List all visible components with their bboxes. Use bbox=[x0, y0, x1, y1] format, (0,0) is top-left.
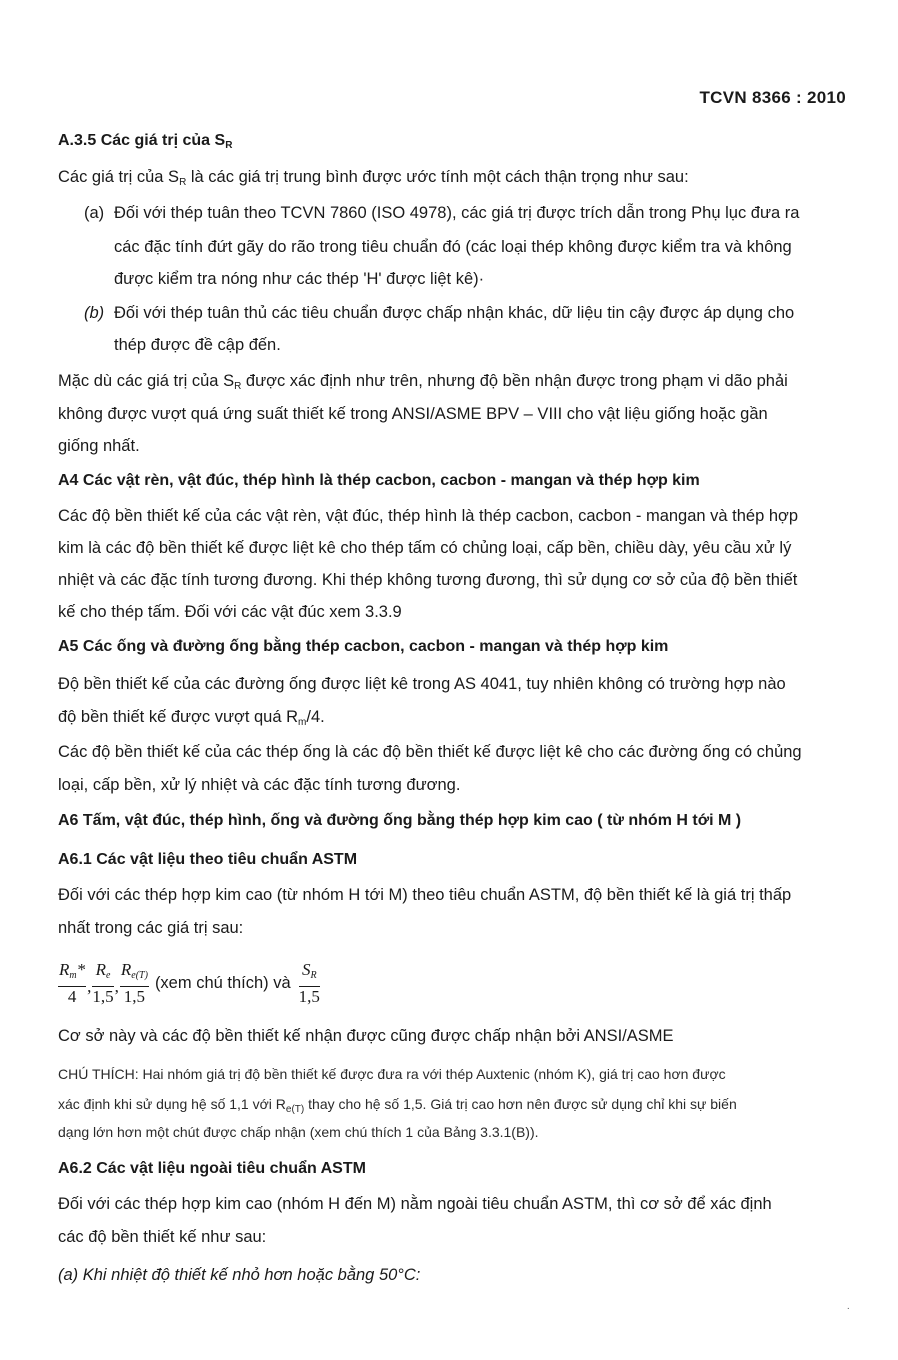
fraction-sr-15 bbox=[299, 960, 320, 1007]
paragraph-8-line2: các độ bền thiết kế như sau: bbox=[58, 1228, 267, 1246]
subscript: m bbox=[298, 717, 307, 728]
text: là các giá trị trung bình được ước tính một cách thận trọng như sau: bbox=[186, 168, 689, 186]
numerator bbox=[58, 960, 86, 987]
paragraph-2-line2: không được vượt quá ứng suất thiết kế trong ANSI/ASME BPV – VIII cho vật liệu giống hoặc gần bbox=[58, 405, 768, 423]
text: độ bền thiết kế được vượt quá R bbox=[58, 708, 299, 726]
note-line3: dạng lớn hơn một chút được chấp nhận (xem chú thích 1 của Bảng 3.3.1(B)). bbox=[58, 1124, 539, 1140]
text: Đối với thép tuân theo TCVN 7860 (ISO 4978), các giá trị được trích dẫn trong Phụ lục đưa ra bbox=[114, 204, 800, 222]
paragraph-1 bbox=[58, 168, 689, 188]
subscript: m bbox=[69, 970, 77, 981]
subscript: R bbox=[179, 177, 187, 188]
heading-a62: A6.2 Các vật liệu ngoài tiêu chuẩn ASTM bbox=[58, 1160, 366, 1177]
heading-a6: A6 Tấm, vật đúc, thép hình, ống và đường ống bằng thép hợp kim cao ( từ nhóm H tới M ) bbox=[58, 812, 742, 829]
subscript: e(T) bbox=[285, 1104, 305, 1115]
paragraph-6-line2: nhất trong các giá trị sau: bbox=[58, 919, 244, 937]
fraction-rm-4 bbox=[58, 960, 86, 1007]
asterisk: * bbox=[76, 960, 86, 979]
list-item-a-temperature: (a) Khi nhiệt độ thiết kế nhỏ hơn hoặc bằng 50°C: bbox=[58, 1266, 421, 1284]
heading-text: A.3.5 Các giá trị của S bbox=[58, 132, 226, 149]
heading-a5: A5 Các ống và đường ống bằng thép cacbon, cacbon - mangan và thép hợp kim bbox=[58, 638, 669, 655]
numerator bbox=[92, 960, 113, 987]
text: Mặc dù các giá trị của S bbox=[58, 372, 235, 390]
note-line1: CHÚ THÍCH: Hai nhóm giá trị độ bền thiết kế được đưa ra với thép Auxtenic (nhóm K), giá trị cao hơn được bbox=[58, 1066, 726, 1082]
stray-mark: · bbox=[846, 1303, 850, 1314]
fraction-ret-15 bbox=[120, 960, 149, 1007]
comma: , bbox=[114, 977, 119, 996]
list-item-a-line3: được kiểm tra nóng như các thép 'H' được liệt kê)· bbox=[114, 270, 485, 288]
paragraph-7: Cơ sở này và các độ bền thiết kế nhận được cũng được chấp nhận bởi ANSI/ASME bbox=[58, 1027, 674, 1045]
heading-a35 bbox=[58, 132, 232, 151]
paragraph-4-line1: Độ bền thiết kế của các đường ống được liệt kê trong AS 4041, tuy nhiên không có trường hợp nào bbox=[58, 675, 786, 693]
subscript: R bbox=[310, 970, 317, 981]
paragraph-2-line3: giống nhất. bbox=[58, 437, 140, 455]
list-item-a-line2: các đặc tính đứt gãy do rão trong tiêu chuẩn đó (các loại thép không được kiểm tra và không bbox=[114, 238, 792, 256]
subscript: R bbox=[225, 140, 233, 151]
paragraph-8-line1: Đối với các thép hợp kim cao (nhóm H đến M) nằm ngoài tiêu chuẩn ASTM, thì cơ sở để xác định bbox=[58, 1195, 772, 1213]
list-item-a-line1 bbox=[84, 204, 799, 223]
text: Các giá trị của S bbox=[58, 168, 180, 186]
subscript: R bbox=[234, 381, 242, 392]
paragraph-5-line1: Các độ bền thiết kế của các thép ống là các độ bền thiết kế được liệt kê cho các đường ống có chủng bbox=[58, 743, 802, 761]
subscript: e(T) bbox=[131, 970, 148, 981]
denominator: 1,5 bbox=[298, 987, 320, 1006]
list-item-b-line1 bbox=[84, 304, 794, 323]
design-strength-formula bbox=[58, 960, 320, 1007]
subscript: e bbox=[105, 970, 111, 981]
paragraph-3-line2: kim là các độ bền thiết kế được liệt kê cho thép tấm có chủng loại, cấp bền, chiều dày, yêu cầu xử lý bbox=[58, 539, 792, 557]
paragraph-5-line2: loại, cấp bền, xử lý nhiệt và các đặc tính tương đương. bbox=[58, 776, 461, 794]
text: Đối với thép tuân thủ các tiêu chuẩn được chấp nhận khác, dữ liệu tin cậy được áp dụng cho bbox=[114, 304, 795, 322]
text: được xác định như trên, nhưng độ bền nhận được trong phạm vi dão phải bbox=[241, 372, 788, 390]
symbol: R bbox=[95, 960, 106, 979]
symbol: R bbox=[120, 960, 132, 979]
document-header: TCVN 8366 : 2010 bbox=[699, 88, 846, 107]
numerator bbox=[299, 960, 320, 987]
symbol: R bbox=[59, 960, 70, 979]
denominator: 1,5 bbox=[123, 987, 146, 1006]
paragraph-3-line3: nhiệt và các đặc tính tương đương. Khi thép không tương đương, thì sử dụng cơ sở của độ bền thiết bbox=[58, 571, 798, 589]
heading-a4: A4 Các vật rèn, vật đúc, thép hình là thép cacbon, cacbon - mangan và thép hợp kim bbox=[58, 472, 700, 489]
text: thay cho hệ số 1,5. Giá trị cao hơn nên được sử dụng chỉ khi sự biến bbox=[304, 1096, 737, 1112]
formula-text: (xem chú thích) và bbox=[154, 974, 291, 992]
text: /4. bbox=[306, 708, 325, 726]
paragraph-4-line2 bbox=[58, 708, 325, 728]
fraction-re-15 bbox=[92, 960, 113, 1007]
note-line2 bbox=[58, 1096, 737, 1115]
heading-a61: A6.1 Các vật liệu theo tiêu chuẩn ASTM bbox=[58, 851, 358, 868]
denominator: 4 bbox=[67, 987, 77, 1006]
paragraph-3-line4: kế cho thép tấm. Đối với các vật đúc xem 3.3.9 bbox=[58, 603, 402, 621]
denominator: 1,5 bbox=[92, 987, 114, 1006]
symbol: S bbox=[301, 960, 311, 979]
paragraph-6-line1: Đối với các thép hợp kim cao (từ nhóm H tới M) theo tiêu chuẩn ASTM, độ bền thiết kế là giá trị thấp bbox=[58, 886, 792, 904]
numerator bbox=[120, 960, 149, 987]
list-item-b-line2: thép được đề cập đến. bbox=[114, 336, 281, 354]
list-label: (b) bbox=[84, 304, 105, 322]
text: xác định khi sử dụng hệ số 1,1 với R bbox=[58, 1096, 286, 1112]
paragraph-3-line1: Các độ bền thiết kế của các vật rèn, vật đúc, thép hình là thép cacbon, cacbon - mangan và thép hợp bbox=[58, 507, 799, 525]
list-label: (a) bbox=[84, 204, 105, 222]
paragraph-2-line1 bbox=[58, 372, 788, 392]
comma: , bbox=[87, 977, 92, 996]
